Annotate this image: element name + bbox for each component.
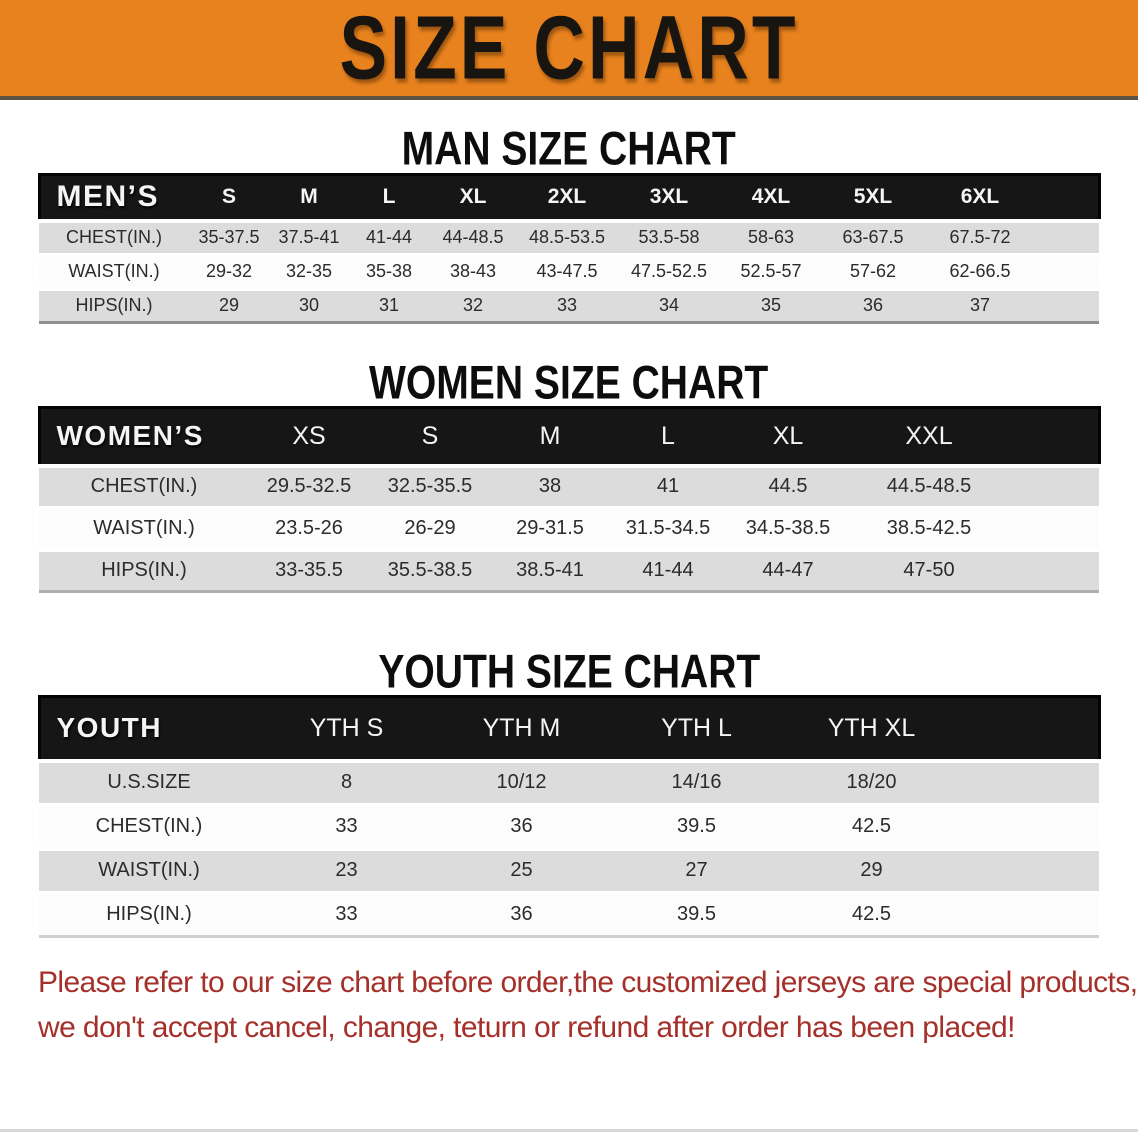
- row-label: HIPS(IN.): [39, 289, 189, 323]
- size-column-header: YTH XL: [784, 697, 959, 761]
- table-corner-label: YOUTH: [39, 697, 259, 761]
- table-row: [39, 805, 1099, 849]
- size-value-cell: 53.5-58: [617, 221, 721, 255]
- men-section-heading: [0, 122, 1138, 175]
- size-value-cell: 10/12: [434, 761, 609, 805]
- size-value-cell: 44.5: [727, 466, 849, 508]
- size-value-cell: 37: [925, 289, 1035, 323]
- row-label: CHEST(IN.): [39, 466, 249, 508]
- size-value-cell: 38: [491, 466, 609, 508]
- size-value-cell: 29: [784, 849, 959, 893]
- size-column-header: L: [349, 175, 429, 221]
- disclaimer-line-1: Please refer to our size chart before order,the customized jerseys are special products,: [38, 966, 1138, 999]
- row-spacer: [1009, 466, 1099, 508]
- row-spacer: [1009, 508, 1099, 550]
- size-value-cell: 29-32: [189, 255, 269, 289]
- row-spacer: [1035, 289, 1099, 323]
- size-value-cell: 44.5-48.5: [849, 466, 1009, 508]
- table-row: [39, 761, 1099, 805]
- size-value-cell: 8: [259, 761, 434, 805]
- size-value-cell: 36: [821, 289, 925, 323]
- size-value-cell: 42.5: [784, 893, 959, 937]
- size-value-cell: 26-29: [369, 508, 491, 550]
- size-value-cell: 35-38: [349, 255, 429, 289]
- size-value-cell: 42.5: [784, 805, 959, 849]
- row-spacer: [1035, 255, 1099, 289]
- women-size-table: [38, 406, 1101, 593]
- size-column-header: S: [369, 408, 491, 466]
- row-spacer: [1035, 221, 1099, 255]
- size-column-header: 3XL: [617, 175, 721, 221]
- row-spacer: [1009, 550, 1099, 592]
- size-column-header: 2XL: [517, 175, 617, 221]
- header-spacer: [959, 697, 1099, 761]
- size-value-cell: 25: [434, 849, 609, 893]
- size-value-cell: 48.5-53.5: [517, 221, 617, 255]
- women-section-heading-text: WOMEN SIZE CHART: [369, 356, 769, 409]
- size-value-cell: 62-66.5: [925, 255, 1035, 289]
- row-label: WAIST(IN.): [39, 849, 259, 893]
- row-label: WAIST(IN.): [39, 255, 189, 289]
- size-value-cell: 36: [434, 893, 609, 937]
- size-value-cell: 23: [259, 849, 434, 893]
- size-value-cell: 63-67.5: [821, 221, 925, 255]
- table-corner-label: MEN’S: [39, 175, 189, 221]
- size-value-cell: 31: [349, 289, 429, 323]
- size-value-cell: 43-47.5: [517, 255, 617, 289]
- youth-section-heading-text: YOUTH SIZE CHART: [378, 645, 760, 698]
- size-value-cell: 29-31.5: [491, 508, 609, 550]
- table-row: [39, 550, 1099, 592]
- header-spacer: [1035, 175, 1099, 221]
- size-value-cell: 39.5: [609, 893, 784, 937]
- size-value-cell: 38.5-41: [491, 550, 609, 592]
- size-value-cell: 27: [609, 849, 784, 893]
- row-spacer: [959, 849, 1099, 893]
- table-corner-label: WOMEN’S: [39, 408, 249, 466]
- disclaimer-text: [38, 960, 1138, 1050]
- youth-section-heading: [0, 645, 1138, 698]
- women-section-heading: [0, 356, 1138, 409]
- size-column-header: M: [269, 175, 349, 221]
- size-column-header: 4XL: [721, 175, 821, 221]
- table-row: [39, 508, 1099, 550]
- size-value-cell: 30: [269, 289, 349, 323]
- size-chart-banner: [0, 0, 1138, 100]
- size-value-cell: 67.5-72: [925, 221, 1035, 255]
- size-column-header: YTH M: [434, 697, 609, 761]
- size-value-cell: 47.5-52.5: [617, 255, 721, 289]
- size-value-cell: 29: [189, 289, 269, 323]
- size-value-cell: 34.5-38.5: [727, 508, 849, 550]
- row-label: HIPS(IN.): [39, 550, 249, 592]
- men-size-table: [38, 173, 1101, 324]
- size-value-cell: 39.5: [609, 805, 784, 849]
- size-column-header: XS: [249, 408, 369, 466]
- size-column-header: 5XL: [821, 175, 925, 221]
- size-value-cell: 41-44: [349, 221, 429, 255]
- size-value-cell: 35: [721, 289, 821, 323]
- table-row: [39, 221, 1099, 255]
- size-column-header: 6XL: [925, 175, 1035, 221]
- size-value-cell: 47-50: [849, 550, 1009, 592]
- row-spacer: [959, 805, 1099, 849]
- size-column-header: XXL: [849, 408, 1009, 466]
- size-column-header: S: [189, 175, 269, 221]
- table-row: [39, 893, 1099, 937]
- header-spacer: [1009, 408, 1099, 466]
- table-row: [39, 289, 1099, 323]
- row-label: CHEST(IN.): [39, 221, 189, 255]
- size-value-cell: 33: [259, 893, 434, 937]
- size-value-cell: 33: [517, 289, 617, 323]
- size-column-header: M: [491, 408, 609, 466]
- table-row: [39, 466, 1099, 508]
- size-value-cell: 23.5-26: [249, 508, 369, 550]
- row-spacer: [959, 893, 1099, 937]
- banner-title: SIZE CHART: [339, 0, 799, 98]
- size-value-cell: 38.5-42.5: [849, 508, 1009, 550]
- size-value-cell: 33: [259, 805, 434, 849]
- size-value-cell: 29.5-32.5: [249, 466, 369, 508]
- row-label: HIPS(IN.): [39, 893, 259, 937]
- row-label: WAIST(IN.): [39, 508, 249, 550]
- size-value-cell: 37.5-41: [269, 221, 349, 255]
- size-value-cell: 35.5-38.5: [369, 550, 491, 592]
- size-column-header: XL: [429, 175, 517, 221]
- table-row: [39, 849, 1099, 893]
- size-value-cell: 33-35.5: [249, 550, 369, 592]
- size-value-cell: 31.5-34.5: [609, 508, 727, 550]
- size-value-cell: 41: [609, 466, 727, 508]
- size-value-cell: 18/20: [784, 761, 959, 805]
- size-column-header: XL: [727, 408, 849, 466]
- size-value-cell: 36: [434, 805, 609, 849]
- youth-size-table: [38, 695, 1101, 938]
- size-value-cell: 38-43: [429, 255, 517, 289]
- size-value-cell: 44-48.5: [429, 221, 517, 255]
- size-column-header: YTH S: [259, 697, 434, 761]
- table-row: [39, 255, 1099, 289]
- size-value-cell: 32-35: [269, 255, 349, 289]
- size-value-cell: 57-62: [821, 255, 925, 289]
- size-value-cell: 44-47: [727, 550, 849, 592]
- disclaimer-line-2: we don't accept cancel, change, teturn or refund after order has been placed!: [38, 1011, 1015, 1044]
- size-value-cell: 41-44: [609, 550, 727, 592]
- row-spacer: [959, 761, 1099, 805]
- size-value-cell: 32: [429, 289, 517, 323]
- size-value-cell: 35-37.5: [189, 221, 269, 255]
- row-label: U.S.SIZE: [39, 761, 259, 805]
- size-value-cell: 58-63: [721, 221, 821, 255]
- size-column-header: L: [609, 408, 727, 466]
- size-value-cell: 34: [617, 289, 721, 323]
- size-value-cell: 52.5-57: [721, 255, 821, 289]
- row-label: CHEST(IN.): [39, 805, 259, 849]
- men-section-heading-text: MAN SIZE CHART: [401, 122, 737, 175]
- size-value-cell: 14/16: [609, 761, 784, 805]
- size-value-cell: 32.5-35.5: [369, 466, 491, 508]
- size-column-header: YTH L: [609, 697, 784, 761]
